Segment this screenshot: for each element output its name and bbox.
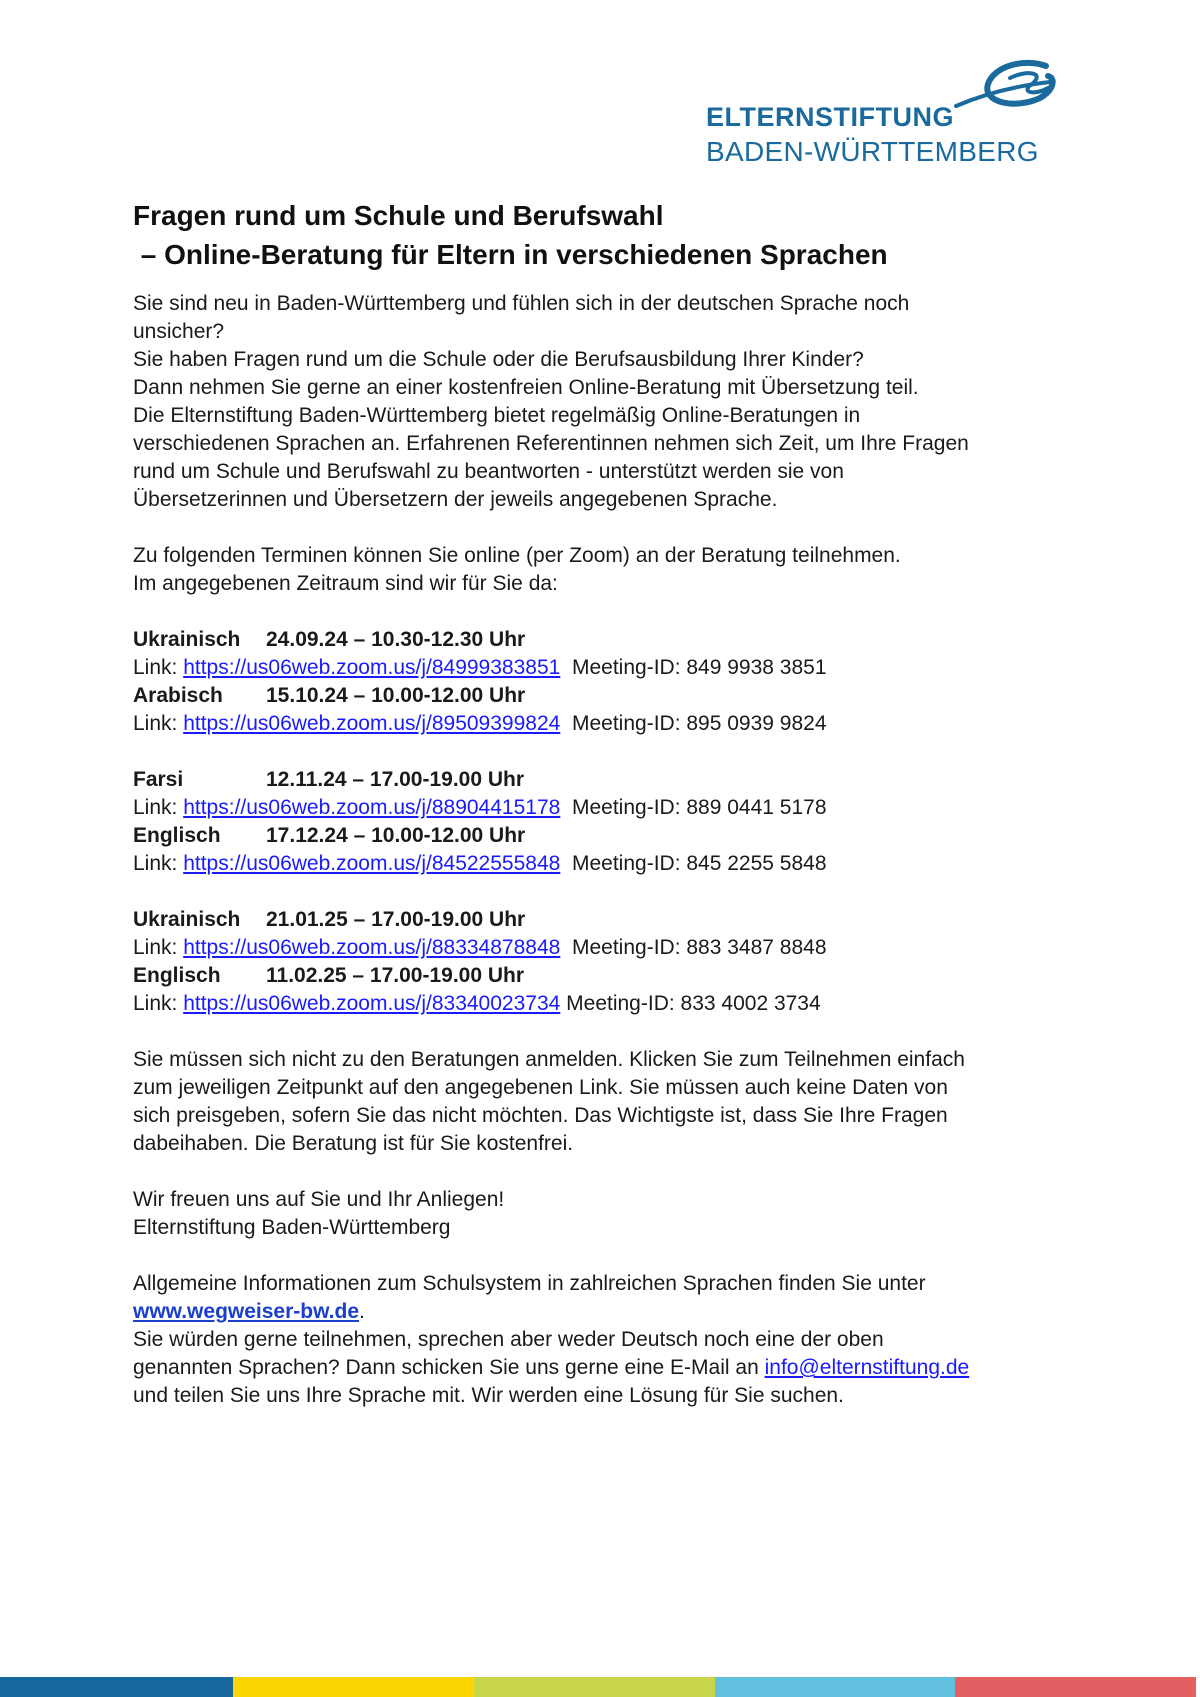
intro-line: Übersetzerinnen und Übersetzern der jeweils angegebenen Sprache.: [133, 488, 778, 511]
session-time: 11.02.25 – 17.00-19.00 Uhr: [266, 964, 525, 987]
website-after: .: [359, 1300, 365, 1323]
intro-line: verschiedenen Sprachen an. Erfahrenen Referentinnen nehmen sich Zeit, um Ihre Fragen: [133, 432, 969, 455]
link-label: Link:: [133, 992, 184, 1015]
link-label: Link:: [133, 936, 184, 959]
meeting-id: Meeting-ID: 833 4002 3734: [566, 992, 821, 1015]
es-monogram-icon: [954, 58, 1064, 120]
session-language: Ukrainisch: [133, 628, 241, 651]
session-link-row: [133, 654, 969, 682]
info-line: Sie würden gerne teilnehmen, sprechen aber weder Deutsch noch eine der oben: [133, 1328, 884, 1351]
session-link-row: [133, 990, 969, 1018]
notice-line: sich preisgeben, sofern Sie das nicht möchten. Das Wichtigste ist, dass Sie Ihre Fragen: [133, 1104, 948, 1127]
info-line: und teilen Sie uns Ihre Sprache mit. Wir werden eine Lösung für Sie suchen.: [133, 1384, 844, 1407]
session-heading: [133, 766, 969, 794]
website-link[interactable]: www.wegweiser-bw.de: [133, 1300, 359, 1323]
session-heading: [133, 822, 969, 850]
info-line: genannten Sprachen? Dann schicken Sie uns gerne eine E-Mail an: [133, 1356, 765, 1379]
intro-line: Dann nehmen Sie gerne an einer kostenfreien Online-Beratung mit Übersetzung teil.: [133, 376, 919, 399]
intro-line: Die Elternstiftung Baden-Württemberg bietet regelmäßig Online-Beratungen in: [133, 404, 861, 427]
meeting-id: Meeting-ID: 883 3487 8848: [571, 936, 827, 959]
intro-line: Sie sind neu in Baden-Württemberg und fühlen sich in der deutschen Sprache noch: [133, 292, 910, 315]
session-language: Englisch: [133, 824, 221, 847]
session-time: 24.09.24 – 10.30-12.30 Uhr: [266, 628, 526, 651]
color-segment: [0, 1677, 233, 1697]
meeting-id: Meeting-ID: 889 0441 5178: [571, 796, 827, 819]
footer-color-bar: [0, 1677, 1200, 1697]
logo-line2: BADEN-WÜRTTEMBERG: [706, 136, 1039, 167]
session-time: 12.11.24 – 17.00-19.00 Uhr: [266, 768, 525, 791]
session-language: Farsi: [133, 768, 184, 791]
session-time: 21.01.25 – 17.00-19.00 Uhr: [266, 908, 526, 931]
session-time: 15.10.24 – 10.00-12.00 Uhr: [266, 684, 526, 707]
meeting-id: Meeting-ID: 895 0939 9824: [571, 712, 827, 735]
session-language: Arabisch: [133, 684, 223, 707]
title-line2: – Online-Beratung für Eltern in verschiedenen Sprachen: [133, 239, 888, 270]
session-link-row: [133, 850, 969, 878]
link-label: Link:: [133, 852, 184, 875]
link-label: Link:: [133, 712, 184, 735]
session-heading: [133, 962, 969, 990]
session-link[interactable]: https://us06web.zoom.us/j/84522555848: [183, 852, 561, 875]
session-time: 17.12.24 – 10.00-12.00 Uhr: [266, 824, 526, 847]
color-segment: [955, 1677, 1196, 1697]
session-link[interactable]: https://us06web.zoom.us/j/83340023734: [183, 992, 561, 1015]
intro-line: unsicher?: [133, 320, 225, 343]
session-link-row: [133, 710, 969, 738]
logo-line1: ELTERNSTIFTUNG: [706, 102, 954, 132]
session-language: Englisch: [133, 964, 221, 987]
color-segment: [233, 1677, 474, 1697]
session-link-row: [133, 794, 969, 822]
session-link-row: [133, 934, 969, 962]
session-link[interactable]: https://us06web.zoom.us/j/84999383851: [183, 656, 561, 679]
notice-line: dabeihaben. Die Beratung ist für Sie kostenfrei.: [133, 1132, 574, 1155]
intro-line: rund um Schule und Berufswahl zu beantworten - unterstützt werden sie von: [133, 460, 844, 483]
meeting-id: Meeting-ID: 849 9938 3851: [571, 656, 827, 679]
zoom-intro-line: Im angegebenen Zeitraum sind wir für Sie da:: [133, 572, 558, 595]
notice-line: Sie müssen sich nicht zu den Beratungen anmelden. Klicken Sie zum Teilnehmen einfach: [133, 1048, 965, 1071]
color-segment: [715, 1677, 955, 1697]
zoom-intro-line: Zu folgenden Terminen können Sie online (per Zoom) an der Beratung teilnehmen.: [133, 544, 901, 567]
meeting-id: Meeting-ID: 845 2255 5848: [571, 852, 827, 875]
session-language: Ukrainisch: [133, 908, 241, 931]
notice-line: zum jeweiligen Zeitpunkt auf den angegebenen Link. Sie müssen auch keine Daten von: [133, 1076, 948, 1099]
intro-line: Sie haben Fragen rund um die Schule oder die Berufsausbildung Ihrer Kinder?: [133, 348, 864, 371]
link-label: Link:: [133, 656, 184, 679]
session-link[interactable]: https://us06web.zoom.us/j/89509399824: [183, 712, 561, 735]
closing-signature: Elternstiftung Baden-Württemberg: [133, 1216, 451, 1239]
color-segment: [474, 1677, 715, 1697]
session-heading: [133, 682, 969, 710]
logo: [706, 58, 1126, 178]
session-heading: [133, 906, 969, 934]
closing-line: Wir freuen uns auf Sie und Ihr Anliegen!: [133, 1188, 505, 1211]
page-title: [133, 196, 888, 274]
title-line1: Fragen rund um Schule und Berufswahl: [133, 200, 664, 231]
session-link[interactable]: https://us06web.zoom.us/j/88904415178: [183, 796, 561, 819]
document-body: [133, 290, 969, 1410]
email-link[interactable]: info@elternstiftung.de: [764, 1356, 970, 1379]
session-link[interactable]: https://us06web.zoom.us/j/88334878848: [183, 936, 561, 959]
link-label: Link:: [133, 796, 184, 819]
session-heading: [133, 626, 969, 654]
info-line: Allgemeine Informationen zum Schulsystem in zahlreichen Sprachen finden Sie unter: [133, 1272, 926, 1295]
